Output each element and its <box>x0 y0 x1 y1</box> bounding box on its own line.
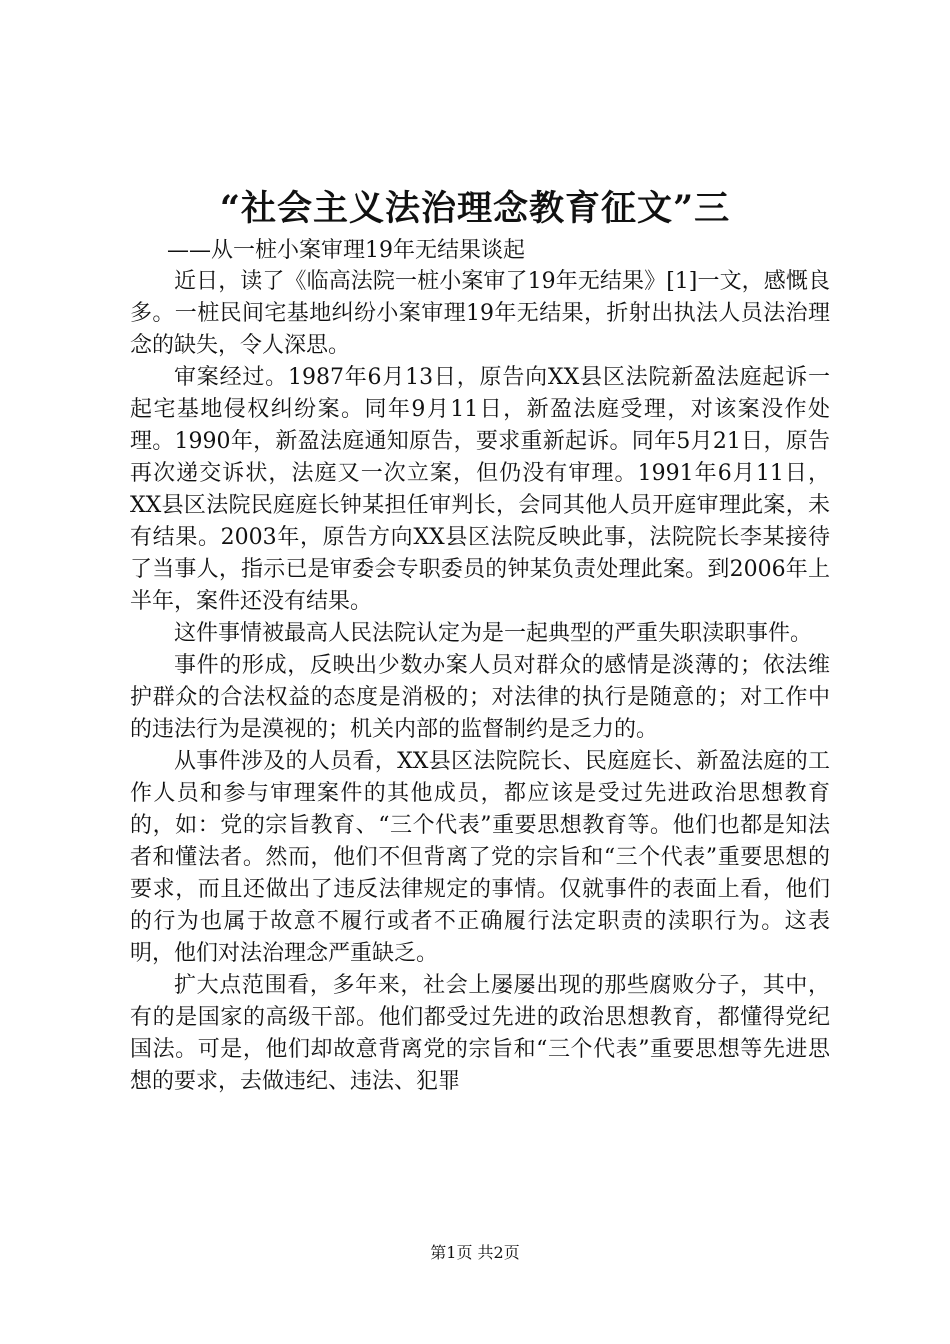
paragraph: 近日，读了《临高法院一桩小案审了19年无结果》[1]一文，感慨良多。一桩民间宅基地纠纷小案审理19年无结果，折射出执法人员法治理念的缺失，令人深思。 <box>130 269 830 358</box>
document-body <box>130 266 830 1098</box>
paragraph: 审案经过。1987年6月13日，原告向XX县区法院新盈法庭起诉一起宅基地侵权纠纷案。同年9月11日，新盈法庭受理，对该案没作处理。1990年，新盈法庭通知原告，要求重新起诉。同年5月21日，原告再次递交诉状，法庭又一次立案，但仍没有审理。1991年6月11日，XX县区法院民庭庭长钟某担任审判长，会同其他人员开庭审理此案，未有结果。2003年，原告方向XX县区法院反映此事，法院院长李某接待了当事人，指示已是审委会专职委员的钟某负责处理此案。到2006年上半年，案件还没有结果。 <box>130 365 830 614</box>
document-subtitle: ——从一桩小案审理19年无结果谈起 <box>167 238 525 263</box>
page-number-footer: 第1页 共2页 <box>430 1243 520 1262</box>
paragraph: 这件事情被最高人民法院认定为是一起典型的严重失职渎职事件。 <box>174 621 813 646</box>
document-title: “社会主义法治理念教育征文”三 <box>219 188 731 229</box>
paragraph: 扩大点范围看，多年来，社会上屡屡出现的那些腐败分子，其中，有的是国家的高级干部。他们都受过先进的政治思想教育，都懂得党纪国法。可是，他们却故意背离党的宗旨和“三个代表”重要思想等先进思想的要求，去做违纪、违法、犯罪 <box>130 973 830 1094</box>
paragraph: 事件的形成，反映出少数办案人员对群众的感情是淡薄的；依法维护群众的合法权益的态度是消极的；对法律的执行是随意的；对工作中的违法行为是漠视的；机关内部的监督制约是乏力的。 <box>130 653 830 742</box>
paragraph: 从事件涉及的人员看，XX县区法院院长、民庭庭长、新盈法庭的工作人员和参与审理案件的其他成员，都应该是受过先进政治思想教育的，如：党的宗旨教育、“三个代表”重要思想教育等。他们也都是知法者和懂法者。然而，他们不但背离了党的宗旨和“三个代表”重要思想的要求，而且还做出了违反法律规定的事情。仅就事件的表面上看，他们的行为也属于故意不履行或者不正确履行法定职责的渎职行为。这表明，他们对法治理念严重缺乏。 <box>130 749 830 966</box>
